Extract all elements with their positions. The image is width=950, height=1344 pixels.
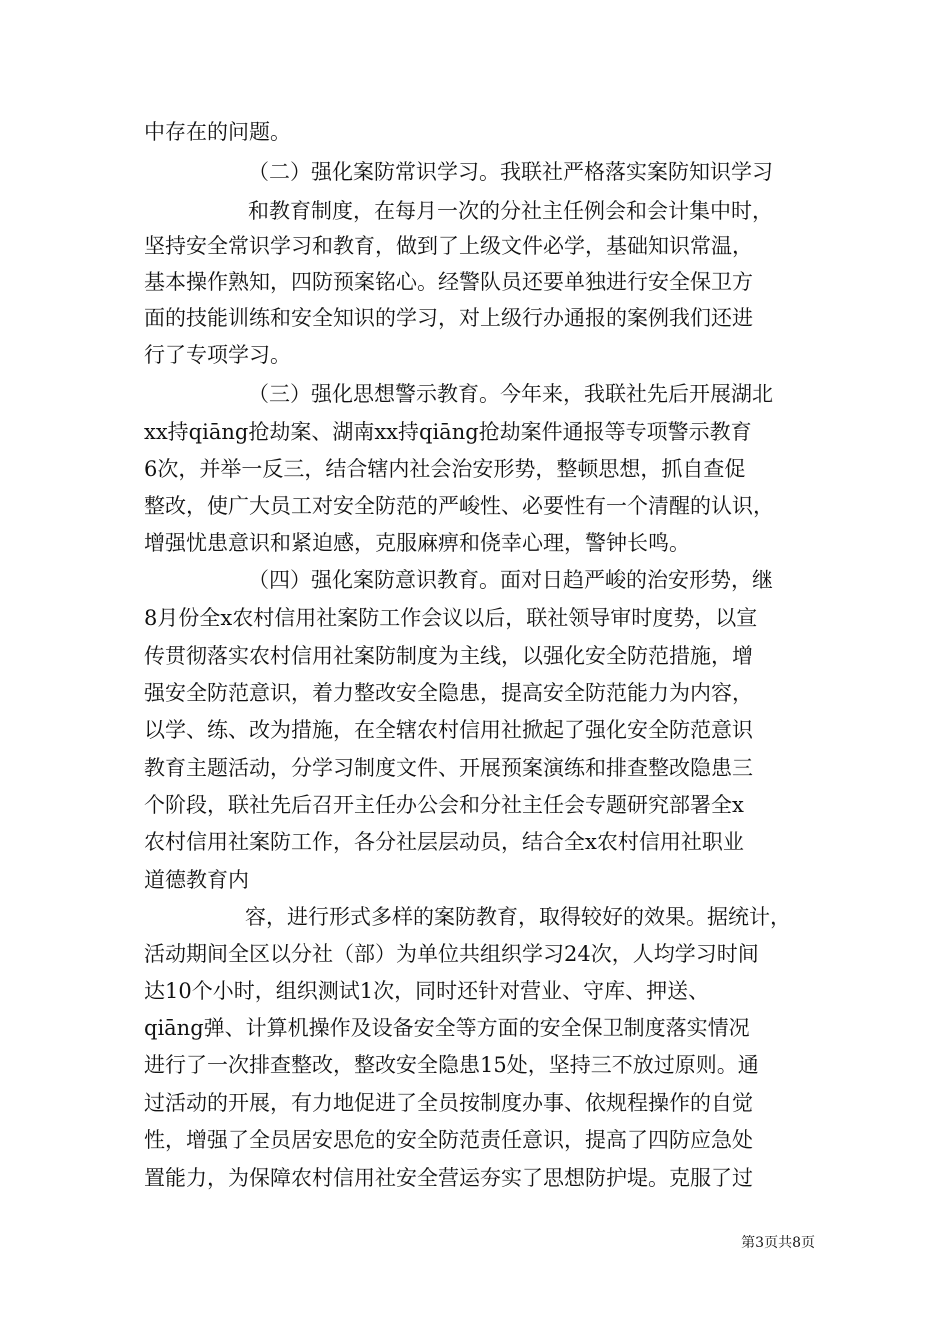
text-line: 活动期间全区以分社（部）为单位共组织学习24次，人均学习时间 <box>144 942 759 966</box>
text-line: qiāng弹、计算机操作及设备安全等方面的安全保卫制度落实情况 <box>144 1016 750 1040</box>
text-line: 中存在的问题。 <box>144 120 291 144</box>
text-line: 基本操作熟知，四防预案铭心。经警队员还要单独进行安全保卫方 <box>144 270 753 294</box>
text-line: 道德教育内 <box>144 868 249 892</box>
text-line: 面的技能训练和安全知识的学习，对上级行办通报的案例我们还进 <box>144 306 753 330</box>
text-line: 容，进行形式多样的案防教育，取得较好的效果。据统计， <box>245 905 791 929</box>
text-line: 6次，并举一反三，结合辖内社会治安形势，整顿思想，抓自查促 <box>144 457 746 481</box>
text-line: 8月份全x农村信用社案防工作会议以后，联社领导审时度势，以宣 <box>144 606 758 630</box>
text-line: 坚持安全常识学习和教育，做到了上级文件必学，基础知识常温， <box>144 234 753 258</box>
text-line: 行了专项学习。 <box>144 343 291 367</box>
text-line: 达10个小时，组织测试1次，同时还针对营业、守库、押送、 <box>144 979 710 1003</box>
text-line: xx持qiāng抢劫案、湖南xx持qiāng抢劫案件通报等专项警示教育 <box>144 420 752 444</box>
text-line: 整改，使广大员工对安全防范的严峻性、必要性有一个清醒的认识， <box>144 494 774 518</box>
text-line: 传贯彻落实农村信用社案防制度为主线，以强化安全防范措施，增 <box>144 644 753 668</box>
text-line: 教育主题活动，分学习制度文件、开展预案演练和排查整改隐患三 <box>144 756 753 780</box>
text-line: 置能力，为保障农村信用社安全营运夯实了思想防护堤。克服了过 <box>144 1166 753 1190</box>
text-line: 以学、练、改为措施，在全辖农村信用社掀起了强化安全防范意识 <box>144 718 753 742</box>
text-line: （四）强化案防意识教育。面对日趋严峻的治安形势，继 <box>248 568 773 592</box>
text-line: 个阶段，联社先后召开主任办公会和分社主任会专题研究部署全x <box>144 793 744 817</box>
text-line: （二）强化案防常识学习。我联社严格落实案防知识学习 <box>248 160 773 184</box>
text-line: 和教育制度，在每月一次的分社主任例会和会计集中时， <box>248 199 773 223</box>
page-number: 第3页共8页 <box>741 1235 815 1251</box>
text-line: 过活动的开展，有力地促进了全员按制度办事、依规程操作的自觉 <box>144 1091 753 1115</box>
text-line: 进行了一次排查整改，整改安全隐患15处，坚持三不放过原则。通 <box>144 1053 759 1077</box>
text-line: 农村信用社案防工作，各分社层层动员，结合全x农村信用社职业 <box>144 830 744 854</box>
text-line: 增强忧患意识和紧迫感，克服麻痹和侥幸心理，警钟长鸣。 <box>144 531 690 555</box>
text-line: 强安全防范意识，着力整改安全隐患，提高安全防范能力为内容， <box>144 681 753 705</box>
text-line: 性，增强了全员居安思危的安全防范责任意识，提高了四防应急处 <box>144 1128 753 1152</box>
text-line: （三）强化思想警示教育。今年来，我联社先后开展湖北 <box>248 382 773 406</box>
